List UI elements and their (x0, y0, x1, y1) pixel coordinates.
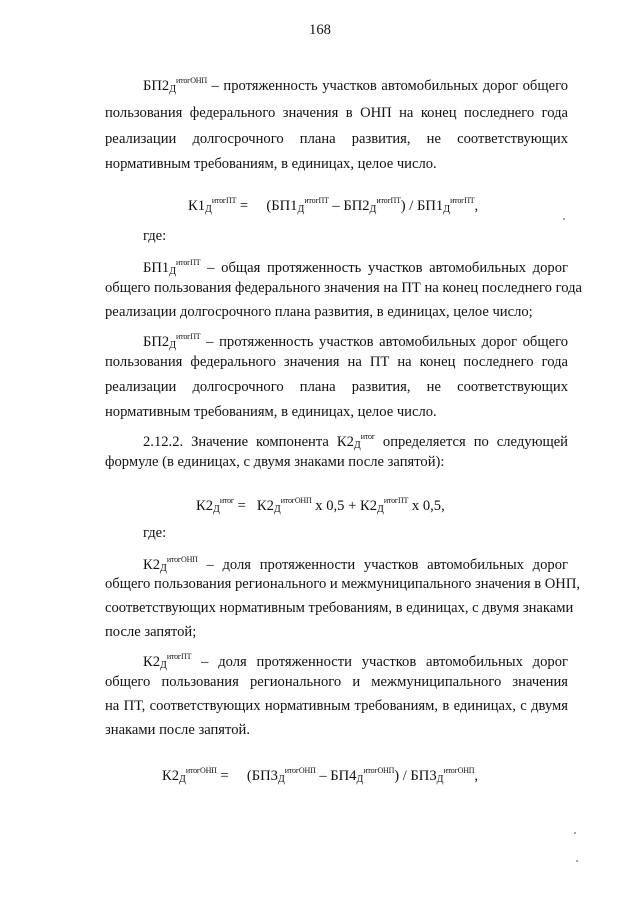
where-label-2: где: (143, 525, 167, 541)
p1-line-3: реализации долгосрочного плана развития, не соответствующих (105, 131, 568, 147)
p3-line-3: реализации долгосрочного плана развития, не соответствующих (105, 379, 568, 395)
page-number: 168 (309, 22, 331, 38)
p4-line-2: формуле (в единицах, с двумя знаками после запятой): (105, 454, 445, 470)
formula-k2-onp: $К2_Д^{итогОНП}$ = $(БП3_Д^{итогОНП} - БП4_Д^{итогОНП}) / БП3_Д^{итогОНП}$, (162, 766, 479, 785)
formula-k1: $К1_Д^{итогПТ}$ = $(БП1_Д^{итогПТ} - БП2_Д^{итогПТ}) / БП1_Д^{итогПТ}$, (188, 196, 479, 215)
scan-speck (563, 218, 565, 220)
p6-line-1: $К2_Д^{итогПТ}$ – доля протяженности участков автомобильных дорог (143, 652, 568, 671)
p3-line-4: нормативным требованиям, в единицах, целое число. (105, 404, 437, 420)
p4-line-1: 2.12.2. Значение компонента $К2_Д^{итог}$ определяется по следующей (143, 432, 568, 451)
scan-speck (576, 860, 578, 862)
formula-k2: $К2_Д^{итог} = К2_Д^{итогОНП}$ х $0,5 + К2_Д^{итогПТ}$ х 0,5, (196, 496, 445, 515)
p5-line-4: после запятой; (105, 624, 197, 640)
p5-line-2: общего пользования регионального и межмуниципального значения в ОНП, (105, 576, 581, 592)
p2-term: $БП1_Д^{итогПТ}$ (143, 258, 201, 277)
p3-term: $БП2_Д^{итогПТ}$ (143, 332, 201, 351)
p5-line-3: соответствующих нормативным требованиям, в единицах, с двумя знаками (105, 600, 574, 616)
p1-line-4: нормативным требованиям, в единицах, целое число. (105, 156, 437, 172)
p6-line-4: знаками после запятой. (105, 722, 250, 738)
where-label-1: где: (143, 228, 167, 244)
p6-line-2: общего пользования регионального и межмуниципального значения (105, 674, 568, 690)
p2-line-3: реализации долгосрочного плана развития, в единицах, целое число; (105, 304, 533, 320)
p1-line-2: пользования федерального значения в ОНП на конец последнего года (105, 105, 568, 121)
p6-term: $К2_Д^{итогПТ}$ (143, 652, 192, 671)
scan-speck (574, 832, 576, 834)
p3-line-1: $БП2_Д^{итогПТ}$ – протяженность участков автомобильных дорог общего (143, 332, 568, 351)
p5-line-1: $К2_Д^{итогОНП}$ – доля протяженности участков автомобильных дорог (143, 555, 568, 574)
p5-term: $К2_Д^{итогОНП}$ (143, 555, 198, 574)
p1-term: $БП2_Д^{итогОНП}$ (143, 76, 207, 95)
p6-line-3: на ПТ, соответствующих нормативным требованиям, в единицах, с двумя (105, 698, 568, 714)
p3-line-2: пользования федерального значения на ПТ на конец последнего года (105, 354, 568, 370)
p2-line-1: $БП1_Д^{итогПТ}$ – общая протяженность участков автомобильных дорог (143, 258, 568, 277)
p1-line-1: $БП2_Д^{итогОНП}$ – протяженность участков автомобильных дорог общего (143, 76, 568, 95)
p2-line-2: общего пользования федерального значения на ПТ на конец последнего года (105, 280, 582, 296)
